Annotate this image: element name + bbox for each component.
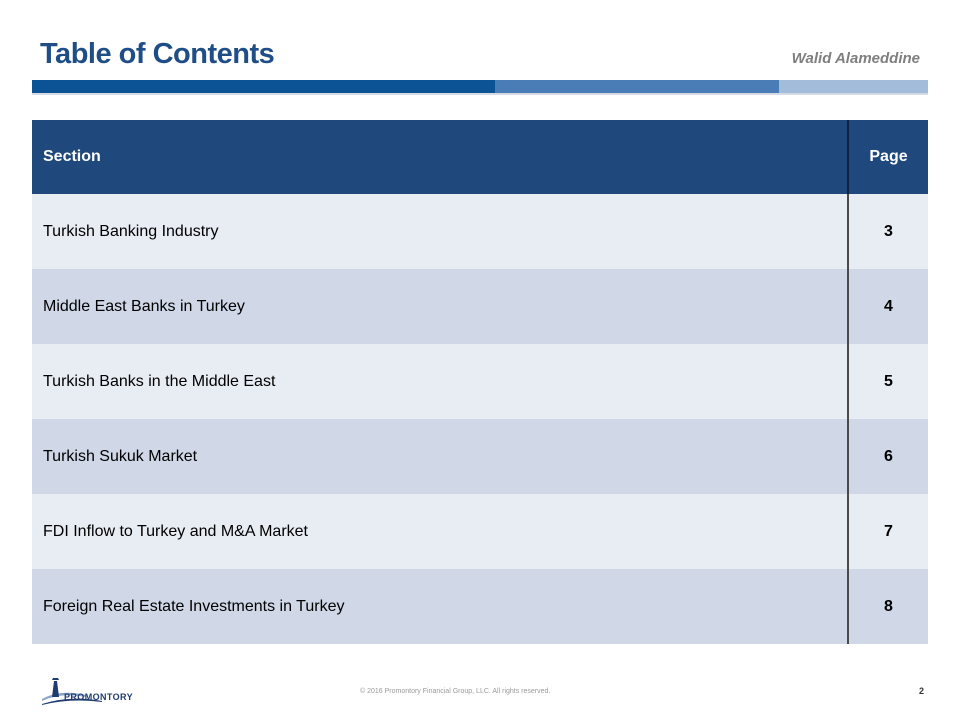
table-row (32, 419, 928, 494)
page-column-header: Page (848, 120, 928, 194)
page-title: Table of Contents (40, 38, 275, 70)
contents-table (32, 120, 928, 644)
section-title: Middle East Banks in Turkey (32, 269, 848, 344)
page-number-cell: 8 (848, 569, 928, 644)
slide-page-number: 2 (918, 686, 924, 696)
accent-bar-tertiary (779, 80, 928, 93)
table-row (32, 494, 928, 569)
accent-bar-shadow (32, 93, 928, 95)
page-number-cell: 5 (848, 344, 928, 419)
accent-bar-primary (32, 80, 495, 93)
section-title: Foreign Real Estate Investments in Turkey (32, 569, 848, 644)
section-column-header: Section (32, 120, 848, 194)
table-header-row (32, 120, 928, 194)
section-title: Turkish Sukuk Market (32, 419, 848, 494)
section-title: Turkish Banking Industry (32, 194, 848, 269)
company-logo-text: PROMONTORY (64, 692, 134, 702)
table-row (32, 269, 928, 344)
author-name: Walid Alameddine (791, 50, 920, 67)
copyright-notice: © 2016 Promontory Financial Group, LLC. All rights reserved. (360, 688, 551, 695)
page-number-cell: 6 (848, 419, 928, 494)
accent-bar-secondary (495, 80, 779, 93)
page-number-cell: 7 (848, 494, 928, 569)
section-title: Turkish Banks in the Middle East (32, 344, 848, 419)
table-row (32, 194, 928, 269)
table-row (32, 569, 928, 644)
table-row (32, 344, 928, 419)
section-title: FDI Inflow to Turkey and M&A Market (32, 494, 848, 569)
page-number-cell: 4 (848, 269, 928, 344)
page-number-cell: 3 (848, 194, 928, 269)
